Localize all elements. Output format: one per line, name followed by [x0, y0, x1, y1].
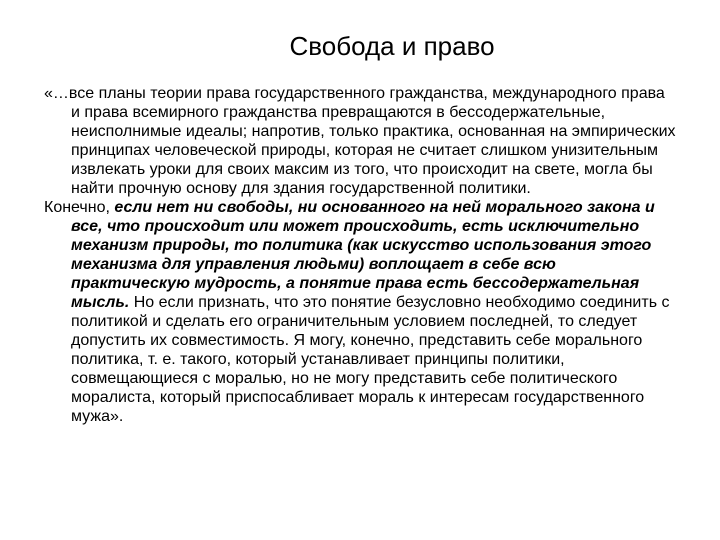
slide-body — [44, 84, 676, 426]
quote-paragraph-2 — [44, 198, 676, 426]
paragraph-2-rest: Но если признать, что это понятие безусловно необходимо соединить с политикой и сделать его ограничительным условием последней, то следует допустить их совместимость. Я могу, конечно, представить себе морального политика, т. е. такого, который устанавливает принципы политики, совмещающиеся с моралью, но не могу представить себе политического моралиста, который приспосабливает мораль к интересам государственного мужа». — [71, 294, 670, 425]
slide-title: Свобода и право — [289, 31, 495, 61]
paragraph-2-intro: Конечно, — [44, 199, 115, 216]
quote-paragraph-1: «…все планы теории права государственного гражданства, международного права и права всемирного гражданства превращаются в бессодержательные, неисполнимые идеалы; напротив, только практика, основанная на эмпирических принципах человеческой природы, которая не считает слишком унизительным извлекать уроки для своих максим из того, что происходит на свете, могла бы найти прочную основу для здания государственной политики. — [44, 85, 676, 197]
paragraph-2-emphasis: если нет ни свободы, ни основанного на ней морального закона и все, что происходит или может происходить, есть исключительно механизм природы, то политика (как искусство использования этого механизма для управления людьми) воплощает в себе всю практическую мудрость, а понятие права есть бессодержательная мысль. — [71, 199, 655, 311]
